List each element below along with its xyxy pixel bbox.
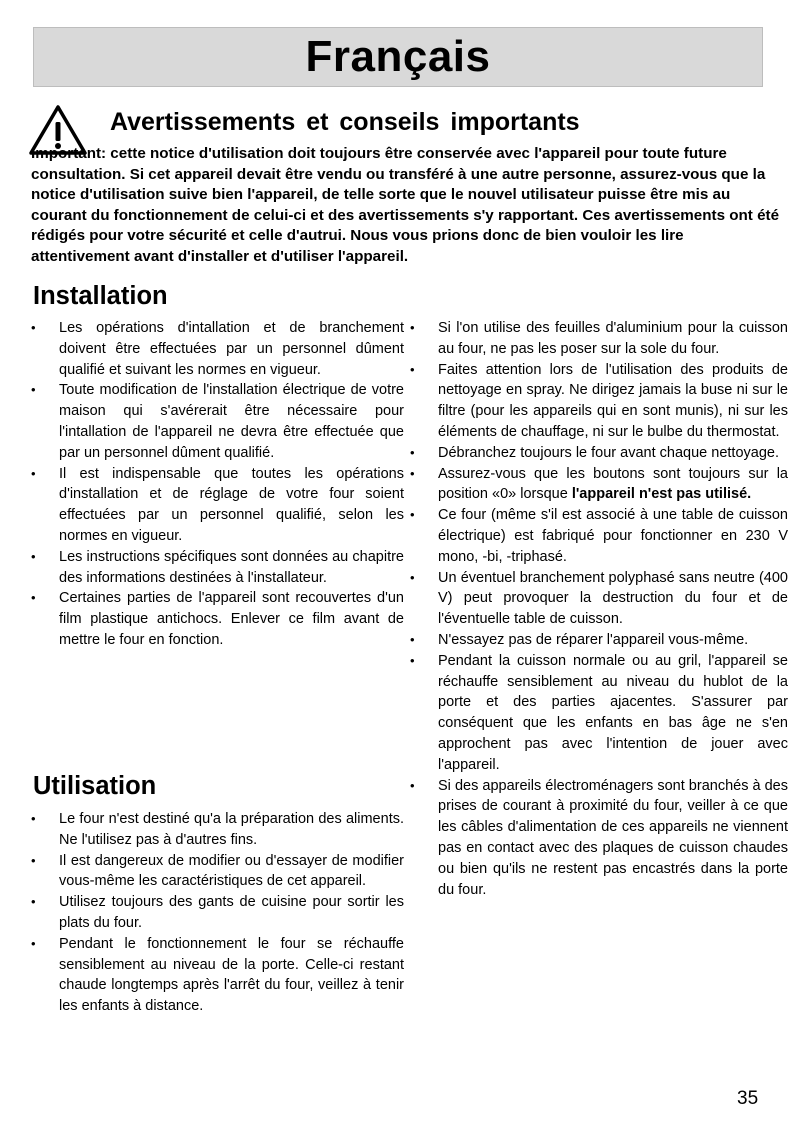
list-item: • Débranchez toujours le four avant chaque nettoyage. — [410, 443, 788, 464]
list-item: • Un éventuel branchement polyphasé sans neutre (400 V) peut provoquer la destruction du four et de l'éventuelle table de cuisson. — [410, 568, 788, 630]
list-item: • Pendant le fonctionnement le four se réchauffe sensiblement au niveau de la porte. Celle-ci restant chaude longtemps après l'arrêt du four, veillez à tenir les enfants à distance. — [31, 934, 404, 1017]
list-item-emphasis: l'appareil n'est pas utilisé. — [571, 486, 752, 503]
utilisation-title: Utilisation — [33, 772, 157, 800]
warnings-heading: Avertissements et conseils importants — [110, 108, 580, 136]
list-item: • Ce four (même s'il est associé à une table de cuisson électrique) est fabriqué pour fonctionner en 230 V mono, -bi, -triphasé. — [410, 505, 788, 567]
list-item-text: Assurez-vous que les boutons sont toujours sur la position «0» lorsque — [438, 465, 788, 503]
utilisation-list — [31, 809, 404, 1017]
page-title: Français — [305, 32, 491, 81]
list-item: • N'essayez pas de réparer l'appareil vous-même. — [410, 630, 788, 651]
list-item: • Faites attention lors de l'utilisation des produits de nettoyage en spray. Ne dirigez jamais la buse ni sur le filtre (pour les appareils qui en sont munis), ni sur les éléments de chauffage, ni sur le bulbe du thermostat. — [410, 360, 788, 443]
list-item: • Le four n'est destiné qu'a la préparation des aliments. Ne l'utilisez pas à d'autres fins. — [31, 809, 404, 851]
list-item: • Les opérations d'intallation et de branchement doivent être effectuées par un personnel dûment qualifié et suivant les normes en vigueur. — [31, 318, 404, 380]
list-item: • Pendant la cuisson normale ou au gril, l'appareil se réchauffe sensiblement au niveau du hublot de la porte et des parties ajacentes. S'assurer par conséquent que les enfants en bas âge ne s'en approchent pas avec l'intention de jouer avec l'appareil. — [410, 651, 788, 776]
list-item: • Les instructions spécifiques sont données au chapitre des informations destinées à l'installateur. — [31, 547, 404, 589]
list-item: • Si l'on utilise des feuilles d'aluminium pour la cuisson au four, ne pas les poser sur la sole du four. — [410, 318, 788, 360]
list-item: • Il est dangereux de modifier ou d'essayer de modifier vous-même les caractéristiques de cet appareil. — [31, 851, 404, 893]
installation-title: Installation — [33, 282, 168, 310]
safety-list — [410, 318, 788, 900]
page-number: 35 — [737, 1088, 759, 1109]
installation-list — [31, 318, 404, 651]
list-item: • Il est indispensable que toutes les opérations d'installation et de réglage de votre four soient effectuées par un personnel qualifié, selon les normes en vigueur. — [31, 464, 404, 547]
list-item: • Toute modification de l'installation électrique de votre maison qui s'avérerait être nécessaire pour l'intallation de l'appareil ne devra être effectuée que par un personnel dûment qualifié. — [31, 380, 404, 463]
list-item: • Certaines parties de l'appareil sont recouvertes d'un film plastique antichocs. Enlever ce film avant de mettre le four en fonction. — [31, 588, 404, 650]
list-item-knobs — [410, 464, 788, 506]
language-title-bar — [33, 27, 763, 87]
intro-paragraph: Important: cette notice d'utilisation doit toujours être conservée avec l'appareil pour toute future consultation. Si cet appareil devait être vendu ou transféré à une autre personne, assurez-vous que la notice d'utilisation suive bien l'appareil, de telle sorte que le nouvel utilisateur puisse être mis au courant du fonctionnement de celui-ci et des avertissements s'y rapportant. Ces avertissements ont été rédigés pour votre sécurité et celle d'autrui. Nous vous prions donc de bien vouloir les lire attentivement avant d'installer et d'utiliser l'appareil. — [31, 145, 780, 265]
list-item: • Si des appareils électroménagers sont branchés à des prises de courant à proximité du four, veiller à ce que les câbles d'alimentation de ces appareils ne viennent pas en contact avec des plaques de cuisson chaudes ou bien qu'ils ne restent pas encastrés dans la porte du four. — [410, 776, 788, 901]
list-item: • Utilisez toujours des gants de cuisine pour sortir les plats du four. — [31, 892, 404, 934]
